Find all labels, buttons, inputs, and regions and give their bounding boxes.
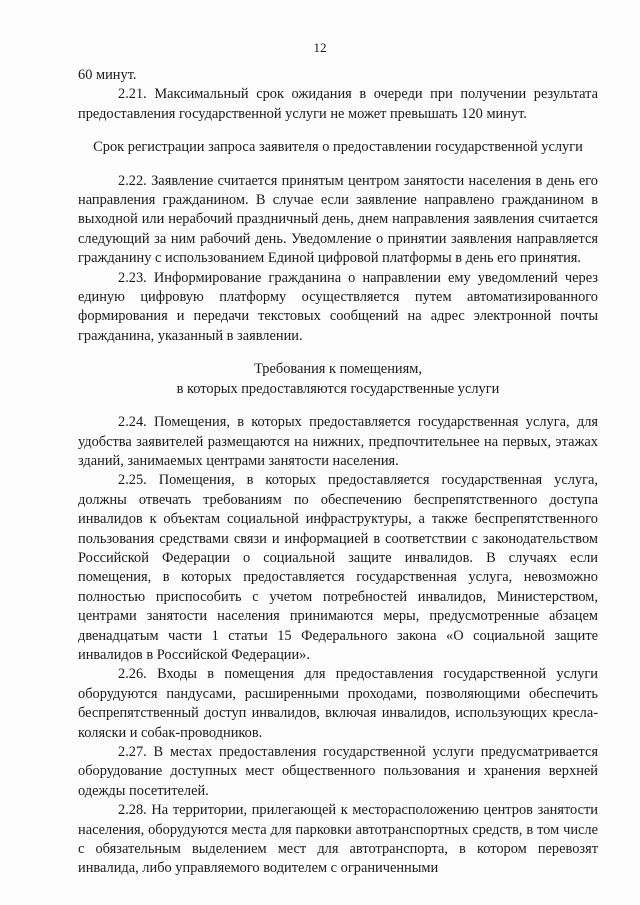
section-heading-premises-line2: в которых предоставляются государственные услуги — [176, 380, 500, 397]
page-number: 12 — [313, 40, 327, 55]
paragraph-2-23: 2.23. Информирование гражданина о направлении ему уведомлений через единую цифровую платформу осуществляется путем автоматизированного формирования и передачи текстовых сообщений на адрес электронной почты гражданина, указанный в заявлении. — [78, 269, 598, 344]
paragraph-2-28: 2.28. На территории, прилегающей к месторасположению центров занятости населения, оборудуются места для парковки автотранспортных средств, в том числе с обязательным выделением мест для автотранспорта, в котором перевозят инвалида, либо управляемого водителем с ограниченными — [78, 802, 598, 877]
paragraph-continuation: 60 минут. — [78, 67, 137, 83]
paragraph-2-27: 2.27. В местах предоставления государственной услуги предусматривается оборудование доступных мест общественного пользования и хранения верхней одежды посетителей. — [78, 744, 598, 799]
paragraph-2-21: 2.21. Максимальный срок ожидания в очереди при получении результата предоставления государственной услуги не может превышать 120 минут. — [78, 86, 598, 122]
section-heading-premises-line1: Требования к помещениям, — [254, 361, 422, 378]
document-body — [78, 66, 598, 879]
section-heading-registration: Срок регистрации запроса заявителя о предоставлении государственной услуги — [93, 139, 583, 156]
paragraph-2-26: 2.26. Входы в помещения для предоставления государственной услуги оборудуются пандусами, расширенными проходами, позволяющими обеспечить беспрепятственный доступ инвалидов, включая инвалидов, использующих кресла-коляски и собак-проводников. — [78, 666, 598, 741]
paragraph-2-25: 2.25. Помещения, в которых предоставляется государственная услуга, должны отвечать требованиям по обеспечению беспрепятственного доступа инвалидов к объектам социальной инфраструктуры, а также беспрепятственного пользования средствами связи и информацией в соответствии с законодательством Российской Федерации о социальной защите инвалидов. В случаях если помещения, в которых предоставляется государственная услуга, невозможно полностью приспособить с учетом потребностей инвалидов, Министерством, центрами занятости населения принимаются меры, предусмотренные абзацем двенадцатым части 1 статьи 15 Федерального закона «О социальной защите инвалидов в Российской Федерации». — [78, 472, 598, 663]
paragraph-2-24: 2.24. Помещения, в которых предоставляется государственная услуга, для удобства заявителей размещаются на нижних, предпочтительнее на первых, этажах зданий, занимаемых центрами занятости населения. — [78, 414, 598, 469]
paragraph-2-22: 2.22. Заявление считается принятым центром занятости населения в день его направления гражданином. В случае если заявление направлено гражданином в выходной или нерабочий праздничный день, днем направления заявления считается следующий за ним рабочий день. Уведомление о принятии заявления направляется гражданину с использованием Единой цифровой платформы в день его принятия. — [78, 172, 598, 267]
